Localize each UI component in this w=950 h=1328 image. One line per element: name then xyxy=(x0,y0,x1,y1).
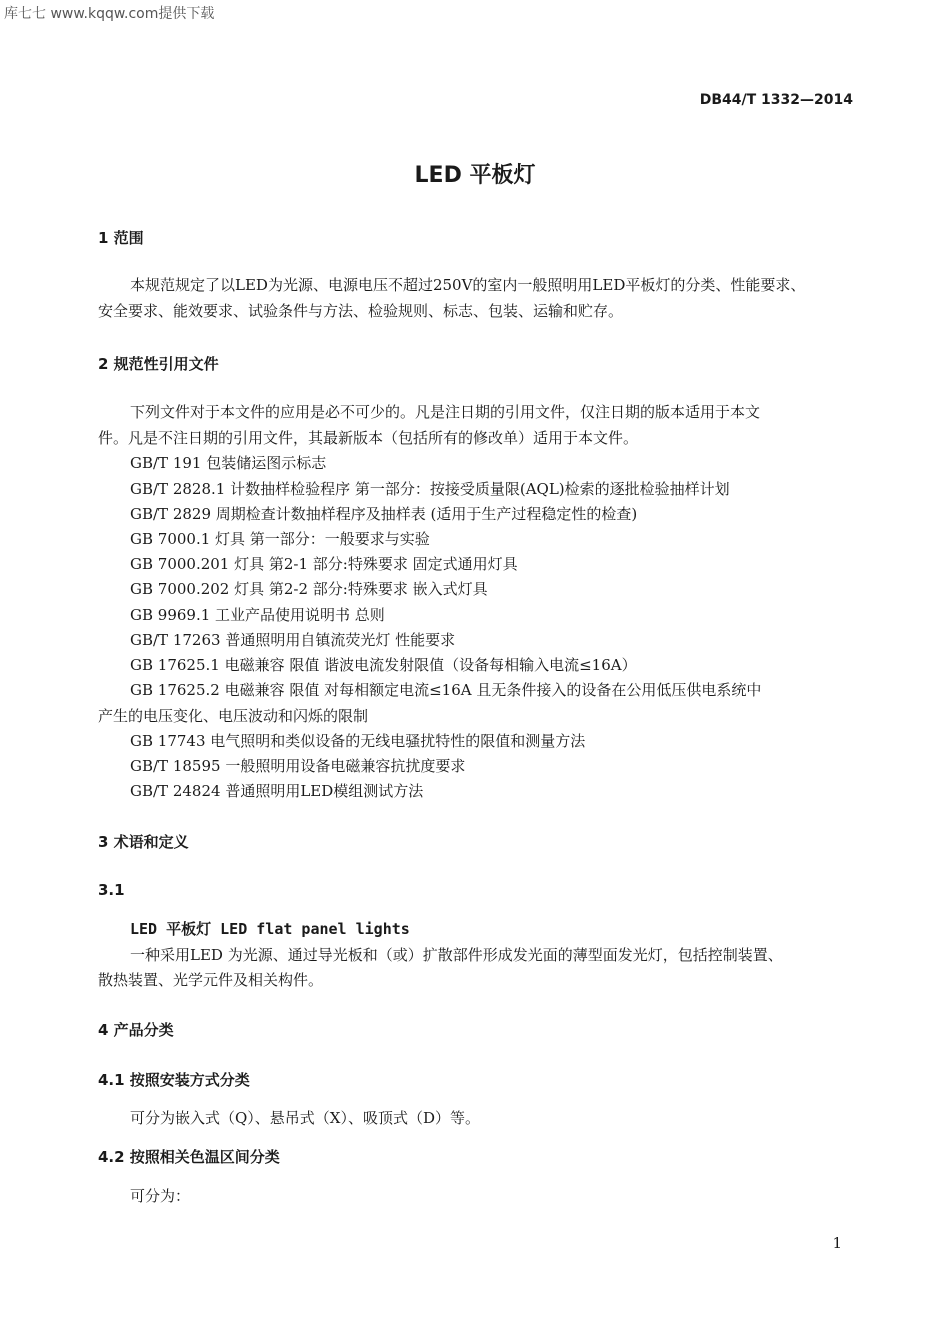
section-1-line-2: 安全要求、能效要求、试验条件与方法、检验规则、标志、包装、运输和贮存。 xyxy=(98,302,624,320)
reference-item: GB 7000.1 灯具 第一部分：一般要求与实验 xyxy=(130,530,430,548)
reference-item: GB 17625.1 电磁兼容 限值 谐波电流发射限值（设备每相输入电流≤16A） xyxy=(130,656,637,674)
reference-item: GB 9969.1 工业产品使用说明书 总则 xyxy=(130,606,385,624)
reference-item-continuation: 产生的电压变化、电压波动和闪烁的限制 xyxy=(98,707,369,725)
term-definition-line-2: 散热装置、光学元件及相关构件。 xyxy=(98,971,324,989)
reference-item: GB/T 191 包装储运图示标志 xyxy=(130,454,327,472)
reference-item: GB 7000.202 灯具 第2-2 部分:特殊要求 嵌入式灯具 xyxy=(130,580,488,598)
reference-item: GB/T 17263 普通照明用自镇流荧光灯 性能要求 xyxy=(130,631,456,649)
reference-item: GB/T 2828.1 计数抽样检验程序 第一部分：按接受质量限(AQL)检索的逐批检验抽样计划 xyxy=(130,480,730,498)
page-number: 1 xyxy=(832,1234,842,1252)
reference-item: GB 17625.2 电磁兼容 限值 对每相额定电流≤16A 且无条件接入的设备在公用低压供电系统中 xyxy=(130,681,762,699)
reference-item: GB/T 2829 周期检查计数抽样程序及抽样表 (适用于生产过程稳定性的检查) xyxy=(130,505,638,523)
reference-item: GB/T 18595 一般照明用设备电磁兼容抗扰度要求 xyxy=(130,757,466,775)
reference-item: GB 17743 电气照明和类似设备的无线电骚扰特性的限值和测量方法 xyxy=(130,732,586,750)
section-2-intro-1: 下列文件对于本文件的应用是必不可少的。凡是注日期的引用文件，仅注日期的版本适用于本文 xyxy=(130,403,761,421)
reference-item: GB 7000.201 灯具 第2-1 部分:特殊要求 固定式通用灯具 xyxy=(130,555,518,573)
term-name: LED 平板灯 LED flat panel lights xyxy=(130,920,410,938)
page-title: LED 平板灯 xyxy=(414,163,536,188)
section-1-line-1: 本规范规定了以LED为光源、电源电压不超过250V的室内一般照明用LED平板灯的分类、性能要求、 xyxy=(130,276,806,294)
reference-item: GB/T 24824 普通照明用LED模组测试方法 xyxy=(130,782,424,800)
section-3-heading: 3 术语和定义 xyxy=(98,833,189,851)
watermark: 库七七 www.kqqw.com提供下载 xyxy=(4,6,215,22)
section-2-heading: 2 规范性引用文件 xyxy=(98,355,219,373)
section-3-1-number: 3.1 xyxy=(98,881,125,899)
doc-number: DB44/T 1332—2014 xyxy=(699,92,853,108)
section-4-2-heading: 4.2 按照相关色温区间分类 xyxy=(98,1148,280,1166)
section-4-1-text: 可分为嵌入式（Q）、悬吊式（X）、吸顶式（D）等。 xyxy=(130,1109,481,1127)
section-4-1-heading: 4.1 按照安装方式分类 xyxy=(98,1071,250,1089)
section-2-intro-2: 件。凡是不注日期的引用文件，其最新版本（包括所有的修改单）适用于本文件。 xyxy=(98,429,639,447)
term-definition-line-1: 一种采用LED 为光源、通过导光板和（或）扩散部件形成发光面的薄型面发光灯，包括控制装置、 xyxy=(130,946,783,964)
section-4-heading: 4 产品分类 xyxy=(98,1021,174,1039)
section-1-heading: 1 范围 xyxy=(98,229,144,247)
section-4-2-text: 可分为： xyxy=(130,1187,191,1205)
